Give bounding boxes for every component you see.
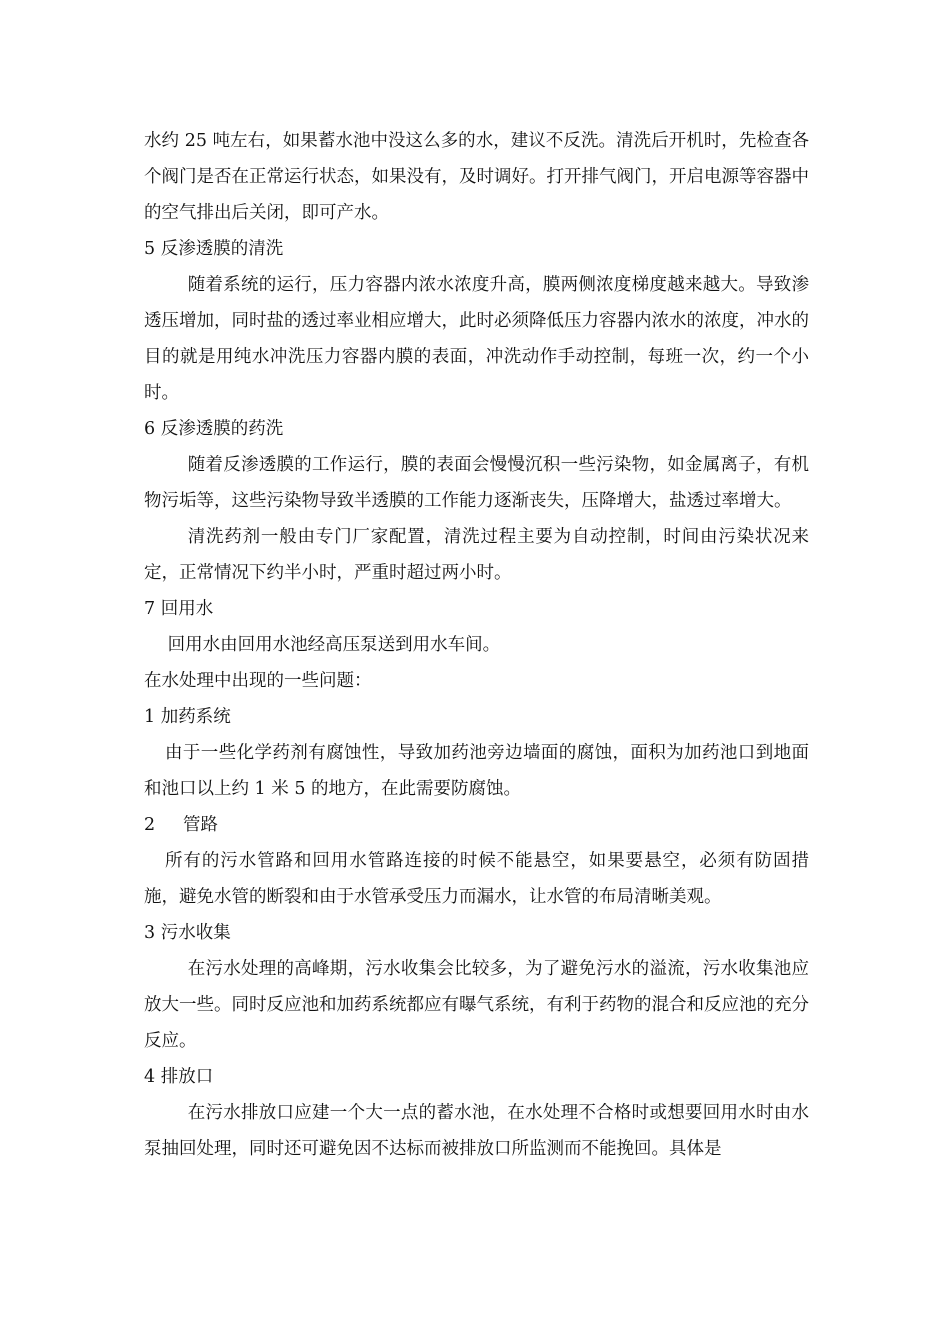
heading-section-7: 7 回用水	[144, 599, 214, 619]
problems-intro: 在水处理中出现的一些问题：	[144, 671, 372, 691]
heading-problem-1: 1 加药系统	[144, 707, 231, 727]
paragraph-reuse-water: 回用水由回用水池经高压泵送到用水车间。	[167, 635, 501, 655]
paragraph-cleaning-agent: 清洗药剂一般由专门厂家配置，清洗过程主要为自动控制，时间由污染状况来定，正常情况下约半小时，严重时超过两小时。	[144, 527, 809, 583]
document-body	[144, 123, 809, 1167]
paragraph-discharge-outlet: 在污水排放口应建一个大一点的蓄水池，在水处理不合格时或想要回用水时由水泵抽回处理，同时还可避免因不达标而被排放口所监测而不能挽回。具体是	[144, 1103, 809, 1159]
paragraph-membrane-rinsing: 随着系统的运行，压力容器内浓水浓度升高，膜两侧浓度梯度越来越大。导致渗透压增加，同时盐的透过率业相应增大，此时必须降低压力容器内浓水的浓度，冲水的目的就是用纯水冲洗压力容器内膜的表面，冲洗动作手动控制，每班一次，约一个小时。	[144, 275, 809, 403]
paragraph-sewage-collection: 在污水处理的高峰期，污水收集会比较多，为了避免污水的溢流，污水收集池应放大一些。同时反应池和加药系统都应有曝气系统，有利于药物的混合和反应池的充分反应。	[144, 959, 809, 1051]
paragraph-backwash-continuation: 水约 25 吨左右，如果蓄水池中没这么多的水，建议不反洗。清洗后开机时，先检查各个阀门是否在正常运行状态，如果没有，及时调好。打开排气阀门，开启电源等容器中的空气排出后关闭，即可产水。	[144, 131, 809, 223]
heading-problem-4: 4 排放口	[144, 1067, 214, 1087]
paragraph-dosing-system: 由于一些化学药剂有腐蚀性，导致加药池旁边墙面的腐蚀，面积为加药池口到地面和池口以上约 1 米 5 的地方，在此需要防腐蚀。	[144, 743, 809, 799]
heading-problem-2: 2 管路	[144, 815, 218, 835]
paragraph-piping: 所有的污水管路和回用水管路连接的时候不能悬空，如果要悬空，必须有防固措施，避免水管的断裂和由于水管承受压力而漏水，让水管的布局清晰美观。	[144, 851, 809, 907]
heading-section-5: 5 反渗透膜的清洗	[144, 239, 284, 259]
paragraph-membrane-chemical-cleaning: 随着反渗透膜的工作运行，膜的表面会慢慢沉积一些污染物，如金属离子，有机物污垢等，这些污染物导致半透膜的工作能力逐渐丧失，压降增大，盐透过率增大。	[144, 455, 809, 511]
heading-problem-3: 3 污水收集	[144, 923, 231, 943]
heading-section-6: 6 反渗透膜的药洗	[144, 419, 284, 439]
